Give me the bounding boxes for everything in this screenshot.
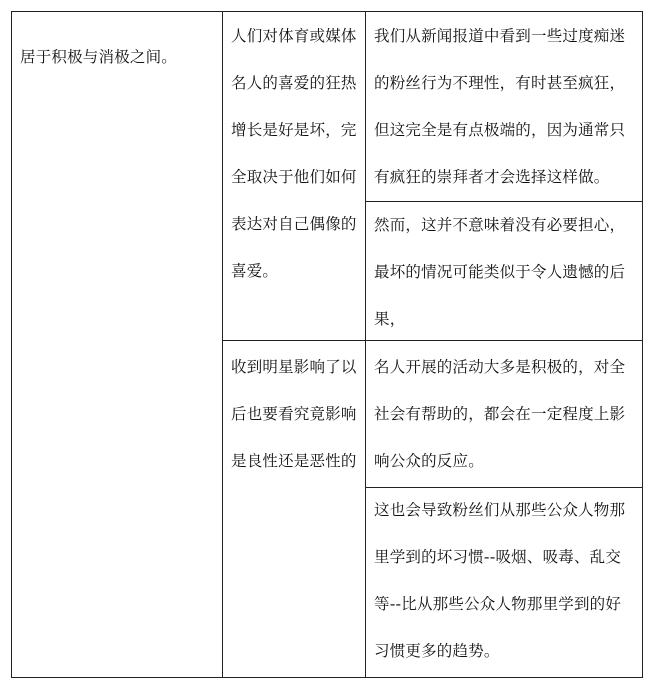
column-divider-2 bbox=[365, 11, 366, 678]
table-bottom-border bbox=[11, 677, 643, 678]
column-divider-1 bbox=[222, 11, 223, 678]
table-cell-col3-row3: 名人开展的活动大多是积极的，对全 社会有帮助的，都会在一定程度上影 响公众的反应。 bbox=[374, 358, 626, 470]
table-cell-col2-row2: 收到明星影响了以 后也要看究竟影响 是良性还是恶性的 bbox=[231, 358, 357, 470]
table-cell-col3-row2: 然而，这并不意味着没有必要担心， 最坏的情况可能类似于令人遗憾的后 果， bbox=[374, 216, 626, 328]
table-top-border bbox=[11, 11, 643, 12]
table-cell-col3-row1: 我们从新闻报道中看到一些过度痴迷 的粉丝行为不理性，有时甚至疯狂， 但这完全是有点极端的，因为通常只 有疯狂的崇拜者才会选择这样做。 bbox=[374, 27, 626, 186]
table-cell-col1: 居于积极与消极之间。 bbox=[20, 48, 178, 66]
table-cell-col2-row1: 人们对体育或媒体 名人的喜爱的狂热 增长是好是坏，完 全取决于他们如何 表达对自己偶像的 喜爱。 bbox=[231, 27, 357, 280]
table-right-border bbox=[642, 11, 643, 678]
table-left-border bbox=[11, 11, 12, 678]
table-cell-col3-row4: 这也会导致粉丝们从那些公众人物那 里学到的坏习惯--吸烟、吸毒、乱交 等--比从那些公众人物那里学到的好 习惯更多的趋势。 bbox=[374, 501, 626, 660]
